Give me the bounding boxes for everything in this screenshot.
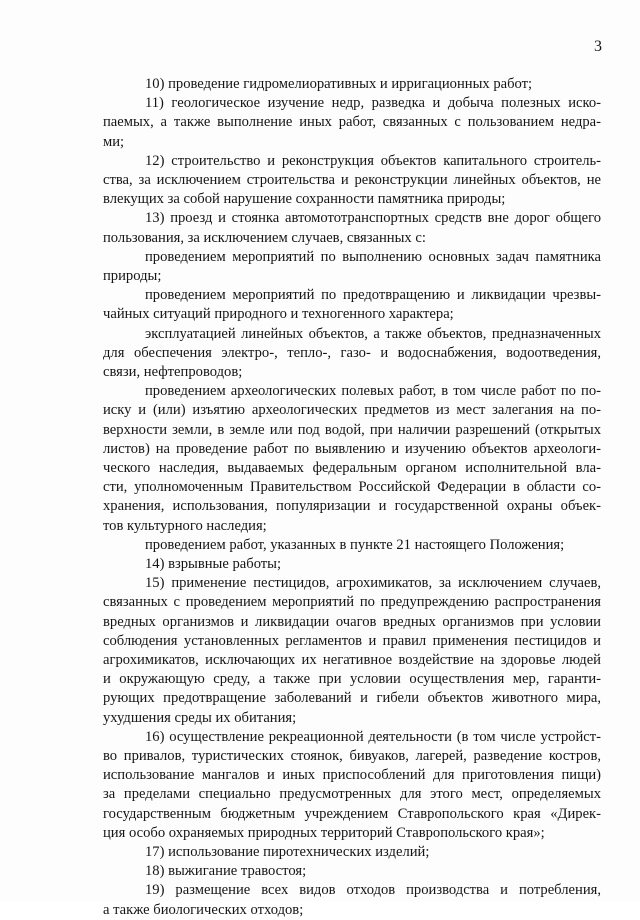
text-line: 18) выжигание травостоя; [145, 863, 307, 880]
text-line: 16) осуществление рекреационной деятельности (в том числе устройст- [145, 728, 601, 745]
text-line: рующих предотвращение заболеваний и гибели объектов животного мира, [103, 690, 601, 707]
text-line: хранения, использования, популяризации и государственной охраны объек- [103, 498, 601, 515]
text-line: 14) взрывные работы; [145, 556, 282, 572]
text-line: вредных организмов и ликвидации очагов вредных организмов при условии [103, 613, 601, 630]
text-line: проведением работ, указанных в пункте 21 настоящего Положения; [145, 536, 565, 553]
text-line: эксплуатацией линейных объектов, а также объектов, предназначенных [145, 325, 601, 342]
text-line: агрохимикатов, исключающих их негативное воздействие на здоровье людей [103, 652, 601, 668]
text-line: листов) на проведение работ по выявлению и изучению объектов археологи- [103, 440, 601, 457]
text-line: тов культурного наследия; [103, 517, 267, 534]
text-line: связанных с проведением мероприятий по предупреждению распространения [103, 594, 601, 611]
text-line: 19) размещение всех видов отходов производства и потребления, [145, 882, 601, 899]
text-line: 15) применение пестицидов, агрохимикатов, за исключением случаев, [145, 575, 601, 592]
text-line: влекущих за собой нарушение сохранности памятника природы; [103, 191, 506, 208]
page-number: 3 [594, 38, 602, 55]
text-line: государственным бюджетным учреждением Ставропольского края «Дирек- [103, 805, 601, 822]
text-line: ческого наследия, выдаваемых федеральным органом исполнительной вла- [103, 460, 601, 476]
text-line: во привалов, туристических стоянок, бивуаков, лагерей, разведение костров, [103, 748, 601, 764]
text-line: верхности земли, в земле или под водой, при наличии разрешений (открытых [103, 421, 601, 438]
text-line: и окружающую среду, а также при условии осуществления мер, гаранти- [103, 671, 601, 688]
text-line: ства, за исключением строительства и реконструкции линейных объектов, не [103, 172, 601, 188]
text-line: чайных ситуаций природного и техногенного характера; [103, 306, 454, 323]
text-line: паемых, а также выполнение иных работ, связанных с пользованием недра- [103, 114, 601, 131]
text-line: пользования, за исключением случаев, связанных с: [103, 229, 426, 246]
text-line: проведением мероприятий по предотвращению и ликвидации чрезвы- [145, 287, 601, 304]
text-line: 11) геологическое изучение недр, разведка и добыча полезных иско- [145, 95, 601, 112]
text-line: за пределами специально предусмотренных для этого мест, определяемых [103, 786, 601, 803]
text-line: а также биологических отходов; [103, 901, 304, 918]
text-line: природы; [103, 268, 162, 284]
text-line: 10) проведение гидромелиоративных и ирригационных работ; [145, 76, 533, 92]
text-line: 12) строительство и реконструкция объектов капитального строитель- [145, 152, 601, 169]
text-line: проведением мероприятий по выполнению основных задач памятника [145, 248, 601, 265]
text-line: ция особо охраняемых природных территорий Ставропольского края»; [103, 824, 545, 841]
text-line: ми; [103, 133, 125, 150]
text-line: для обеспечения электро-, тепло-, газо- и водоснабжения, водоотведения, [103, 344, 601, 361]
text-line: 17) использование пиротехнических изделий; [145, 844, 430, 860]
text-line: ухудшения среды их обитания; [103, 709, 297, 726]
text-line: сти, уполномоченным Правительством Российской Федерации в области со- [103, 479, 601, 496]
text-line: связи, нефтепроводов; [103, 364, 243, 380]
text-line: проведением археологических полевых работ, в том числе работ по по- [145, 383, 601, 400]
text-line: использование мангалов и иных приспособлений для приготовления пищи) [103, 767, 601, 784]
text-line: иску и (или) изъятию археологических предметов из мест залегания на по- [103, 402, 601, 419]
text-line: 13) проезд и стоянка автомототранспортных средств вне дорог общего [145, 210, 601, 227]
text-line: соблюдения установленных регламентов и правил применения пестицидов и [103, 632, 601, 649]
